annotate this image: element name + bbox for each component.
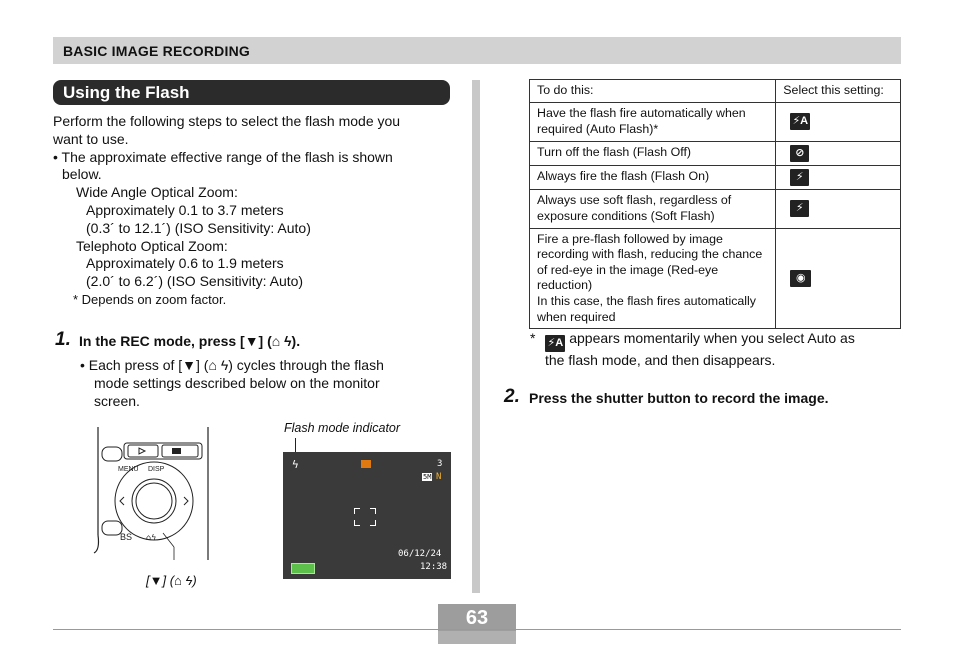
flash-on-icon: ⚡ — [790, 169, 809, 186]
down-button-caption — [146, 573, 197, 588]
shots-remaining: 3 — [437, 459, 443, 469]
step-1-bullet-line: screen. — [94, 392, 140, 409]
footnote-line: appears momentarily when you select Auto as — [569, 330, 855, 346]
flash-button-icon: ⌂ ϟ — [271, 333, 292, 349]
down-button-caption-end: ) — [192, 573, 197, 588]
auto-flash-icon: ⚡A — [790, 113, 810, 130]
bs-label: BS — [120, 532, 133, 542]
intro-bullet-cont: below. — [62, 166, 102, 183]
table-row — [530, 165, 901, 189]
step-2-text: Press the shutter button to record the image. — [529, 390, 829, 406]
battery-icon — [291, 563, 315, 574]
footnote-line: the flash mode, and then disappears. — [545, 352, 776, 368]
image-quality: N — [436, 472, 442, 482]
table-header-setting: Select this setting: — [776, 80, 901, 103]
column-divider — [472, 80, 480, 593]
footnote-star: * — [530, 330, 536, 346]
step-1-text — [79, 333, 300, 349]
flash-button-icon: ⌂ ϟ — [174, 573, 193, 588]
bottom-rule — [53, 629, 901, 630]
monitor-screen — [283, 452, 451, 579]
table-row — [530, 189, 901, 228]
table-row — [530, 141, 901, 165]
table-cell-setting — [776, 228, 901, 329]
table-cell-action: Have the flash fire automatically when required (Auto Flash)* — [530, 102, 776, 141]
wide-zoom-label: Wide Angle Optical Zoom: — [76, 184, 238, 201]
section-title-bar — [53, 80, 450, 105]
image-size: 5M — [423, 473, 432, 481]
flash-button-icon: ⌂ ϟ — [208, 357, 229, 373]
step-1-label: In the REC mode, press [▼] ( — [79, 333, 272, 349]
flash-on-icon: ϟ — [292, 458, 299, 471]
play-button[interactable] — [128, 445, 158, 457]
table-cell-setting — [776, 165, 901, 189]
down-button-caption-text: [▼] ( — [146, 573, 175, 588]
page-title: Using the Flash — [63, 83, 190, 102]
date-readout: 06/12/24 — [398, 549, 442, 559]
table-cell-action: Fire a pre-flash followed by image recording with flash, reducing the chance of red-eye in the image (Red-eye reduction) In this case, the flash fires automatically when required — [530, 228, 776, 329]
flash-settings-table — [529, 79, 901, 329]
table-cell-action: Always fire the flash (Flash On) — [530, 165, 776, 189]
table-cell-setting — [776, 189, 901, 228]
table-cell-action: Always use soft flash, regardless of exposure conditions (Soft Flash) — [530, 189, 776, 228]
table-row — [530, 228, 901, 329]
step-number: 2. — [504, 386, 520, 407]
intro-line: Perform the following steps to select the flash mode you — [53, 113, 401, 129]
section-header-label: BASIC IMAGE RECORDING — [63, 43, 250, 59]
tele-zoom-label: Telephoto Optical Zoom: — [76, 237, 228, 254]
tele-zoom-feet: (2.0´ to 6.2´) (ISO Sensitivity: Auto) — [86, 273, 304, 290]
disp-label: DISP — [148, 466, 165, 473]
step-1-bullet — [80, 357, 450, 410]
wide-zoom-range: Approximately 0.1 to 3.7 meters — [86, 201, 284, 218]
wide-zoom-feet: (0.3´ to 12.1´) (ISO Sensitivity: Auto) — [86, 219, 311, 236]
step-1-label-end: ). — [291, 333, 301, 349]
flash-mode-caption: Flash mode indicator — [284, 421, 401, 435]
time-readout: 12:38 — [420, 562, 448, 572]
intro-bullet: • The approximate effective range of the flash is shown — [53, 148, 393, 165]
zoom-footnote: * Depends on zoom factor. — [73, 291, 227, 307]
step-1-bullet-text: • Each press of [▼] ( — [80, 357, 209, 373]
flash-button-icon: ⌂ϟ — [146, 533, 157, 542]
intro-line: want to use. — [53, 130, 129, 147]
tele-zoom-range: Approximately 0.6 to 1.9 meters — [86, 255, 284, 272]
step-number: 1. — [55, 329, 71, 350]
focus-frame — [354, 508, 376, 526]
step-1-bullet-line: mode settings described below on the monitor — [94, 374, 380, 391]
step-1-bullet-text-end: ) cycles through the flash — [228, 357, 384, 373]
table-cell-setting — [776, 141, 901, 165]
page-number: 63 — [465, 607, 489, 629]
step-2 — [504, 386, 520, 408]
red-eye-icon: ◉ — [790, 270, 811, 287]
focus-indicator-icon — [361, 460, 371, 468]
page-number-box — [438, 604, 516, 644]
table-row — [530, 102, 901, 141]
intro-text — [53, 113, 463, 309]
section-header-bar — [53, 37, 901, 64]
camera-back-illustration — [92, 425, 212, 560]
auto-flash-icon: ⚡A — [545, 335, 565, 352]
table-header-action: To do this: — [530, 80, 776, 103]
flash-off-icon: ⊘ — [790, 145, 809, 162]
table-cell-setting — [776, 102, 901, 141]
set-button[interactable] — [136, 483, 172, 519]
table-cell-action: Turn off the flash (Flash Off) — [530, 141, 776, 165]
menu-label: MENU — [118, 466, 139, 473]
dial-ring[interactable] — [115, 462, 193, 540]
step-1 — [55, 329, 71, 351]
soft-flash-icon: ⚡ — [790, 200, 809, 217]
table-header-row — [530, 80, 901, 103]
auto-flash-footnote — [530, 330, 900, 370]
